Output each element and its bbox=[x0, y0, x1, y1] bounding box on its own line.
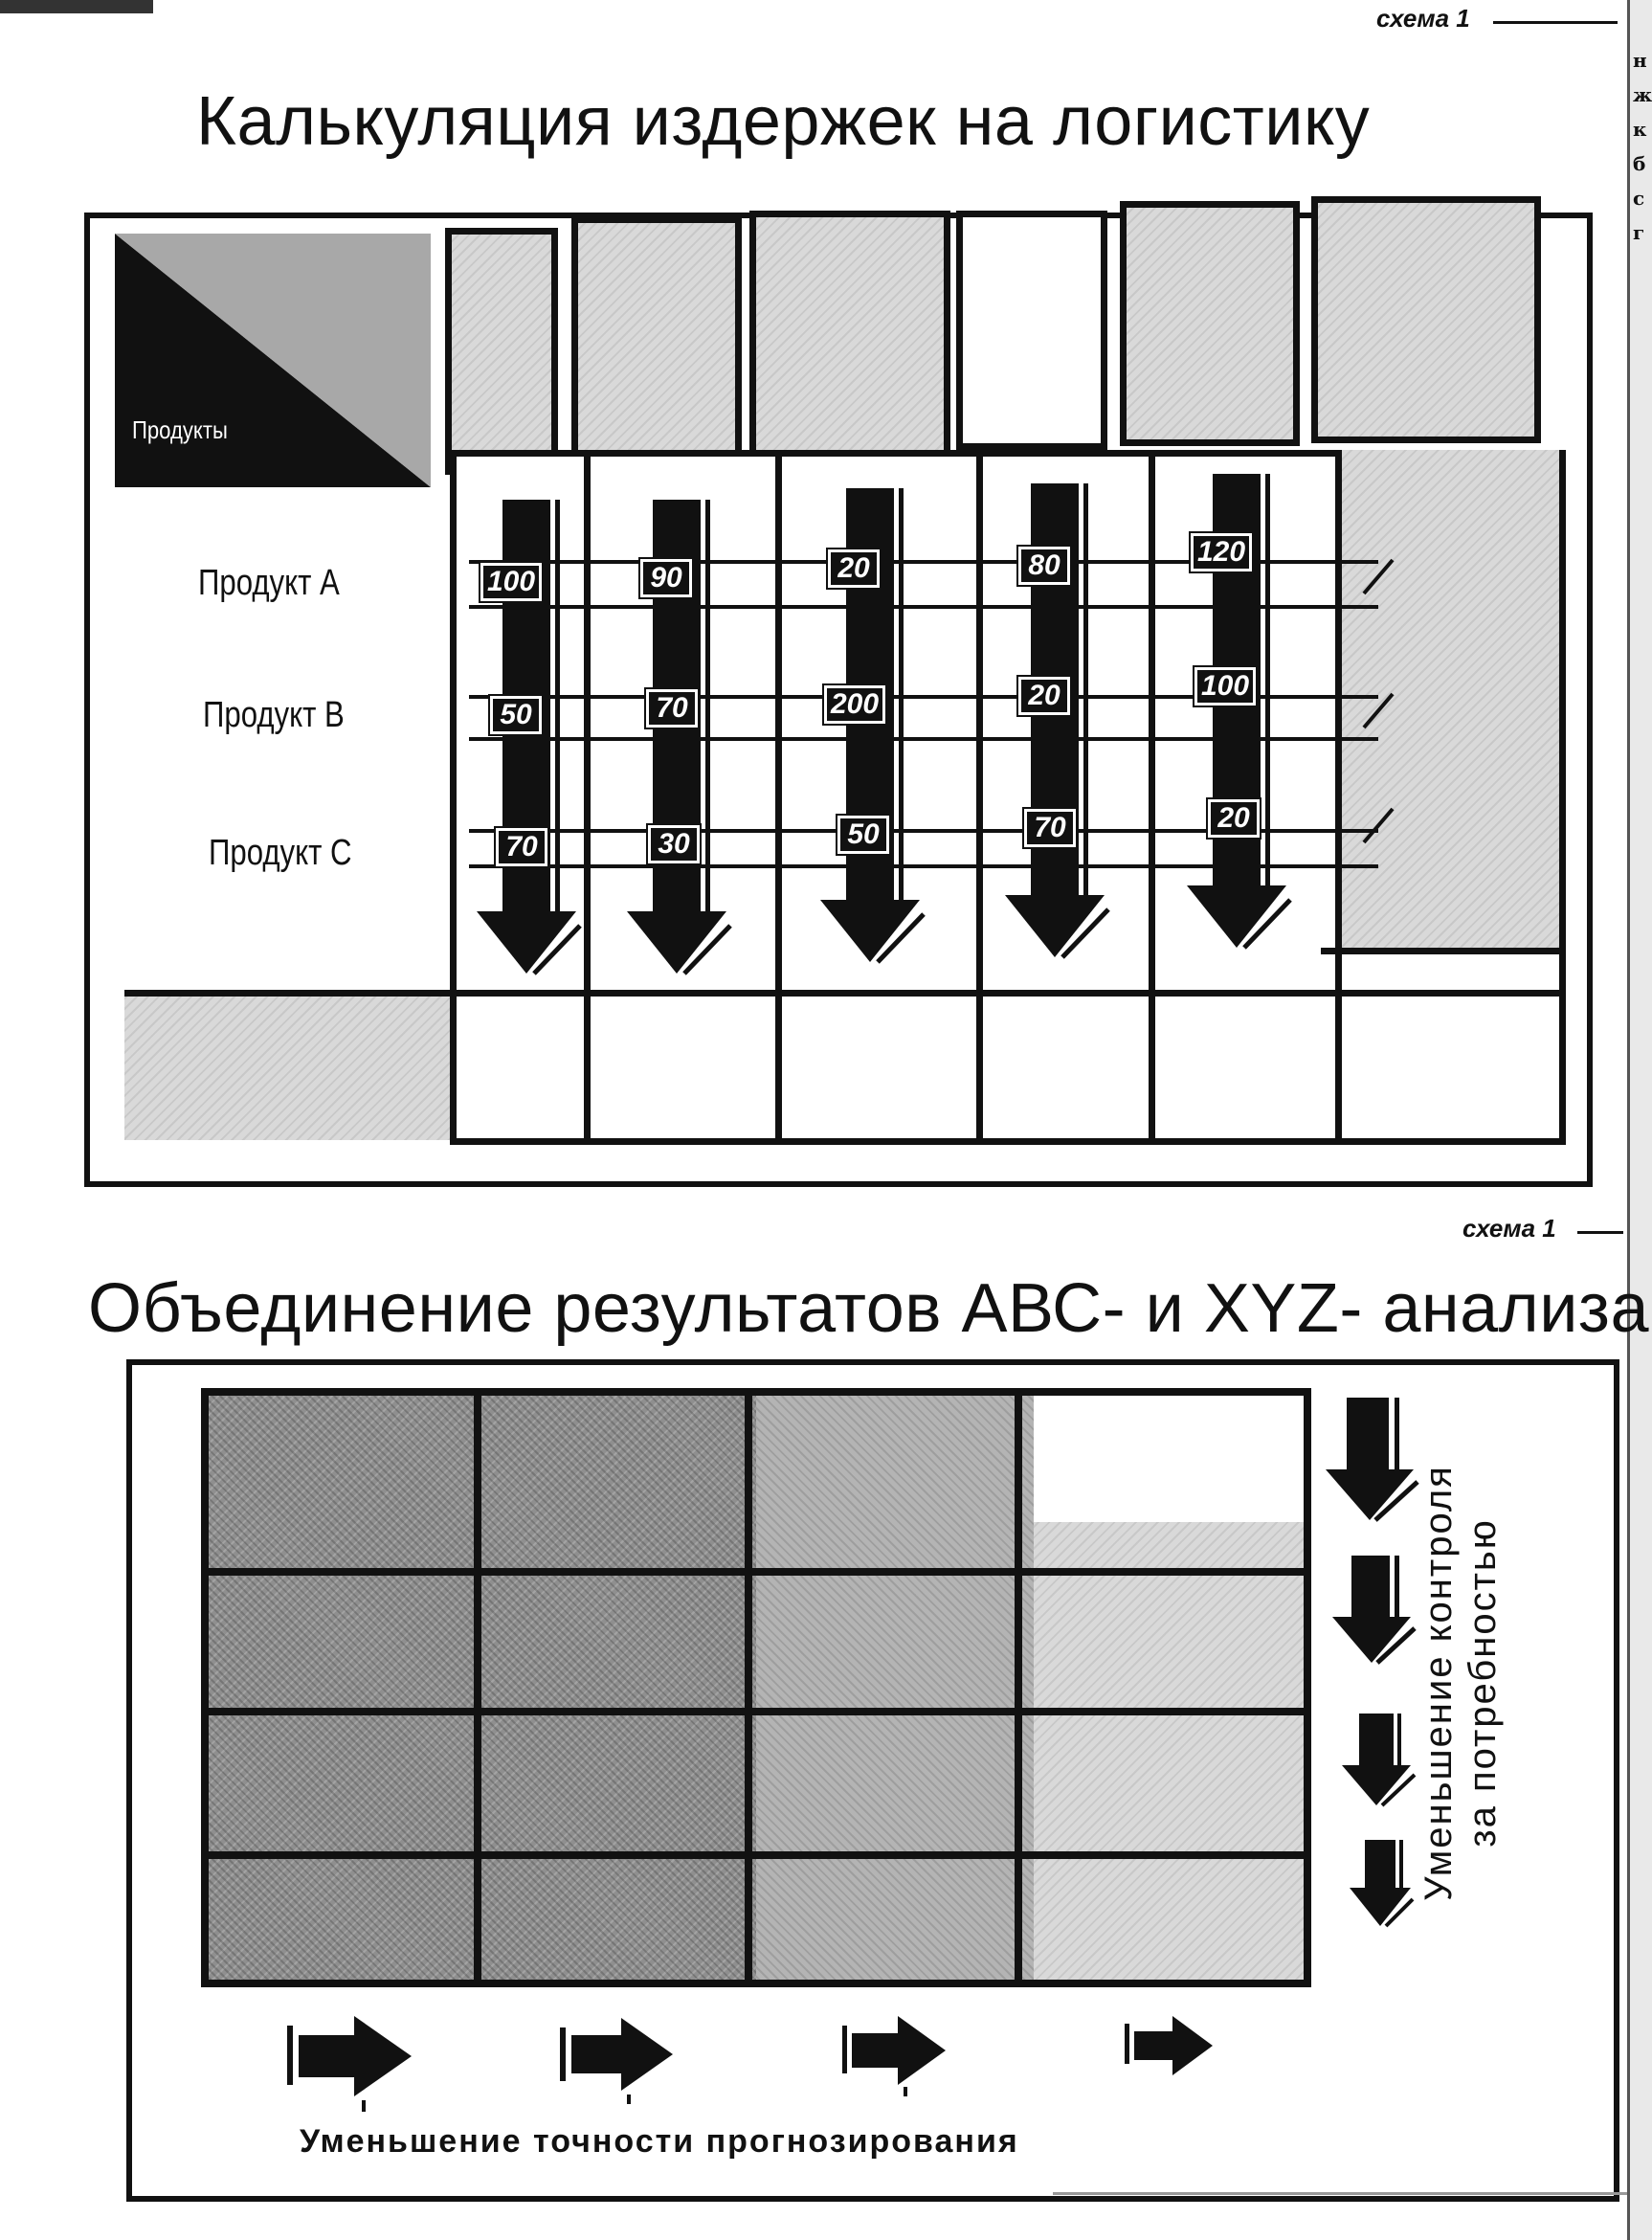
top-schema-line bbox=[1493, 21, 1618, 24]
grid-border bbox=[201, 1388, 1311, 1987]
top-title: Калькуляция издержек на логистику bbox=[196, 83, 1371, 160]
grid-col-sep-2 bbox=[745, 1388, 752, 1987]
cost-value-b-4: 20 bbox=[1018, 677, 1070, 715]
cost-value-c-3: 50 bbox=[837, 816, 889, 854]
right-arrow-icon bbox=[842, 2012, 957, 2098]
cost-value-b-2: 70 bbox=[646, 689, 698, 728]
col-sep-1 bbox=[584, 450, 591, 1145]
header-diagonal-icon bbox=[115, 234, 431, 487]
products-header-cell bbox=[115, 234, 431, 487]
bottom-title: Объединение результатов АВС- и XYZ- анализа bbox=[88, 1270, 1649, 1347]
cost-value-c-4: 70 bbox=[1024, 809, 1076, 847]
cost-value-c-1: 70 bbox=[496, 828, 547, 866]
horizontal-axis-label: Уменьшение точности прогнозирования bbox=[300, 2123, 1019, 2160]
product-label-c: Продукт С bbox=[209, 833, 352, 873]
header-cell-6 bbox=[1311, 196, 1541, 443]
totals-divider-line bbox=[124, 990, 1560, 997]
grid-row-sep-3 bbox=[201, 1851, 1311, 1859]
cost-value-c-5: 20 bbox=[1208, 799, 1260, 838]
cost-value-a-4: 80 bbox=[1018, 547, 1070, 585]
right-arrow-icon bbox=[287, 2008, 421, 2114]
scan-bottom-line bbox=[1053, 2192, 1627, 2195]
col-sep-3 bbox=[976, 450, 983, 1145]
margin-marks: н ж к б с г bbox=[1633, 49, 1652, 244]
header-cell-5 bbox=[1120, 201, 1300, 446]
cost-value-a-5: 120 bbox=[1191, 533, 1252, 571]
cost-value-b-3: 200 bbox=[824, 685, 885, 724]
cost-arrow-column-3 bbox=[820, 488, 926, 967]
bottom-left-texture bbox=[124, 997, 450, 1140]
down-arrow-icon bbox=[1326, 1398, 1421, 1522]
grid-col-sep-1 bbox=[474, 1388, 481, 1987]
product-label-a: Продукт А bbox=[198, 563, 340, 603]
down-arrow-icon bbox=[1342, 1714, 1418, 1809]
down-arrow-icon bbox=[1350, 1840, 1417, 1931]
col-sep-4 bbox=[1149, 450, 1155, 1145]
grid-row-sep-2 bbox=[201, 1708, 1311, 1715]
cost-value-c-2: 30 bbox=[648, 825, 700, 863]
top-schema-label: схема 1 bbox=[1376, 4, 1470, 33]
header-cell-1 bbox=[445, 228, 558, 475]
cost-arrow-column-2 bbox=[627, 500, 732, 978]
header-cell-4 bbox=[956, 211, 1107, 450]
cost-arrow-column-1 bbox=[477, 500, 582, 978]
vertical-axis-label bbox=[1417, 1444, 1512, 1922]
col-sep-2 bbox=[775, 450, 782, 1145]
header-cell-3 bbox=[749, 211, 950, 461]
vertical-axis-label-line2: за потребностью bbox=[1462, 1518, 1504, 1848]
cost-value-a-1: 100 bbox=[480, 563, 542, 601]
cost-value-b-5: 100 bbox=[1194, 667, 1256, 706]
right-arrow-icon bbox=[1125, 2012, 1220, 2089]
cost-value-b-1: 50 bbox=[490, 696, 542, 734]
grid-row-sep-1 bbox=[201, 1568, 1311, 1576]
scan-edge-top bbox=[0, 0, 153, 13]
products-header-label: Продукты bbox=[132, 415, 228, 444]
grid-col-sep-3 bbox=[1015, 1388, 1022, 1987]
bottom-schema-label: схема 1 bbox=[1462, 1214, 1556, 1243]
right-arrow-icon bbox=[560, 2010, 684, 2106]
vertical-axis-label-line1: Уменьшение контроля bbox=[1418, 1465, 1460, 1901]
col-sep-5 bbox=[1335, 450, 1342, 1145]
header-cell-2 bbox=[571, 216, 742, 471]
bottom-schema-line bbox=[1577, 1231, 1623, 1234]
cost-arrow-column-4 bbox=[1005, 483, 1110, 962]
abc-xyz-grid bbox=[201, 1388, 1311, 1987]
cost-arrow-column-5 bbox=[1187, 474, 1292, 952]
cost-value-a-2: 90 bbox=[640, 559, 692, 597]
row-end-ticks bbox=[1354, 536, 1412, 862]
down-arrow-icon bbox=[1332, 1556, 1418, 1666]
cost-value-a-3: 20 bbox=[828, 549, 880, 588]
grid-right-line bbox=[1321, 948, 1560, 954]
product-label-b: Продукт В bbox=[203, 695, 345, 735]
scan-edge-right bbox=[1627, 0, 1652, 2240]
